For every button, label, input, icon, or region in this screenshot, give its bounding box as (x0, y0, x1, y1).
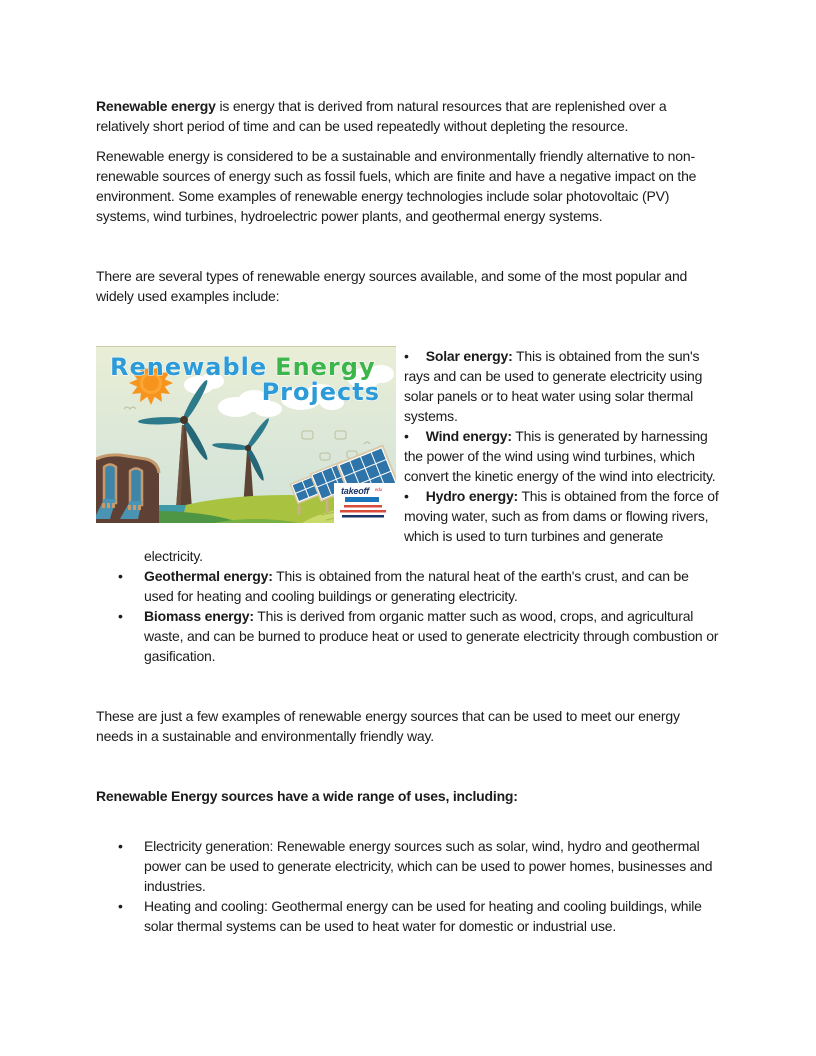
blank-line (96, 816, 720, 836)
bullet-label: Wind energy: (425, 428, 512, 444)
blank-line (96, 316, 720, 346)
bullet-item-geothermal (96, 566, 720, 606)
intro-bold-lead: Renewable energy (96, 98, 216, 114)
energy-types-list (96, 346, 720, 666)
bullet-label: Geothermal energy: (144, 568, 273, 584)
bullet-item-biomass (96, 606, 720, 666)
logo-text: takeoff (341, 486, 369, 496)
dam-icon (96, 455, 159, 523)
bullet-marker: • (404, 488, 409, 504)
bullet-text: Electricity generation: Renewable energy sources such as solar, wind, hydro and geothermal power can be used to generate electricity, which can be used to power homes, businesses and industries. (144, 838, 713, 894)
intro-paragraph (96, 96, 720, 136)
bullet-marker: • (404, 348, 409, 364)
bullet-label: Hydro energy: (425, 488, 519, 504)
bullet-marker: • (118, 568, 123, 584)
takeoff-logo (334, 483, 396, 523)
image-title-line1: Renewable Energy (110, 353, 376, 381)
bullet-text: This is obtained from the natural heat of the earth's crust, and can be used for heating and cooling buildings or generating electricity. (144, 568, 689, 604)
bullet-marker: • (404, 428, 409, 444)
uses-list (96, 836, 720, 936)
bullet-text: This is generated by harnessing the power of the wind using wind turbines, which convert the kinetic energy of the wind into electricity. (404, 428, 716, 484)
bullet-item-heating-cooling (96, 896, 720, 936)
bullet-marker: • (118, 898, 123, 914)
bullet-text: This is obtained from the force of moving water, such as from dams or flowing rivers, which is used to turn turbines and generate electricity. (144, 488, 719, 564)
blank-line (96, 676, 720, 706)
bullet-marker: • (118, 838, 123, 854)
bullet-text: Heating and cooling: Geothermal energy can be used for heating and cooling buildings, while solar thermal systems can be used to heat water for domestic or industrial use. (144, 898, 702, 934)
sustainability-paragraph: Renewable energy is considered to be a sustainable and environmentally friendly alternative to non-renewable sources of energy such as fossil fuels, which are finite and have a negative impact on the environment. Some examples of renewable energy technologies include solar photovoltaic (PV) systems, wind turbines, hydroelectric power plants, and geothermal energy systems. (96, 148, 697, 224)
logo-sup-text: edu (375, 487, 382, 492)
summary-paragraph: These are just a few examples of renewable energy sources that can be used to meet our energy needs in a sustainable and environmentally friendly way. (96, 708, 680, 744)
bullet-label: Solar energy: (425, 348, 513, 364)
renewable-energy-projects-image (96, 346, 396, 523)
bullet-label: Biomass energy: (144, 608, 254, 624)
bullet-text: This is obtained from the sun's rays and can be used to generate electricity using solar panels or to heat water using solar thermal systems. (404, 348, 703, 424)
types-intro-paragraph: There are several types of renewable energy sources available, and some of the most popular and widely used examples include: (96, 268, 688, 304)
blank-line (96, 756, 720, 786)
intro-text: is energy that is derived from natural resources that are replenished over a relatively short period of time and can be used repeatedly without depleting the resource. (96, 98, 667, 134)
bullet-marker: • (118, 608, 123, 624)
blank-line (96, 236, 720, 266)
image-title-line2: Projects (261, 378, 380, 406)
uses-heading: Renewable Energy sources have a wide range of uses, including: (96, 788, 518, 804)
bullet-item-electricity-generation (96, 836, 720, 896)
bullet-text: This is derived from organic matter such as wood, crops, and agricultural waste, and can be burned to produce heat or used to generate electricity through combustion or gasification. (144, 608, 719, 664)
